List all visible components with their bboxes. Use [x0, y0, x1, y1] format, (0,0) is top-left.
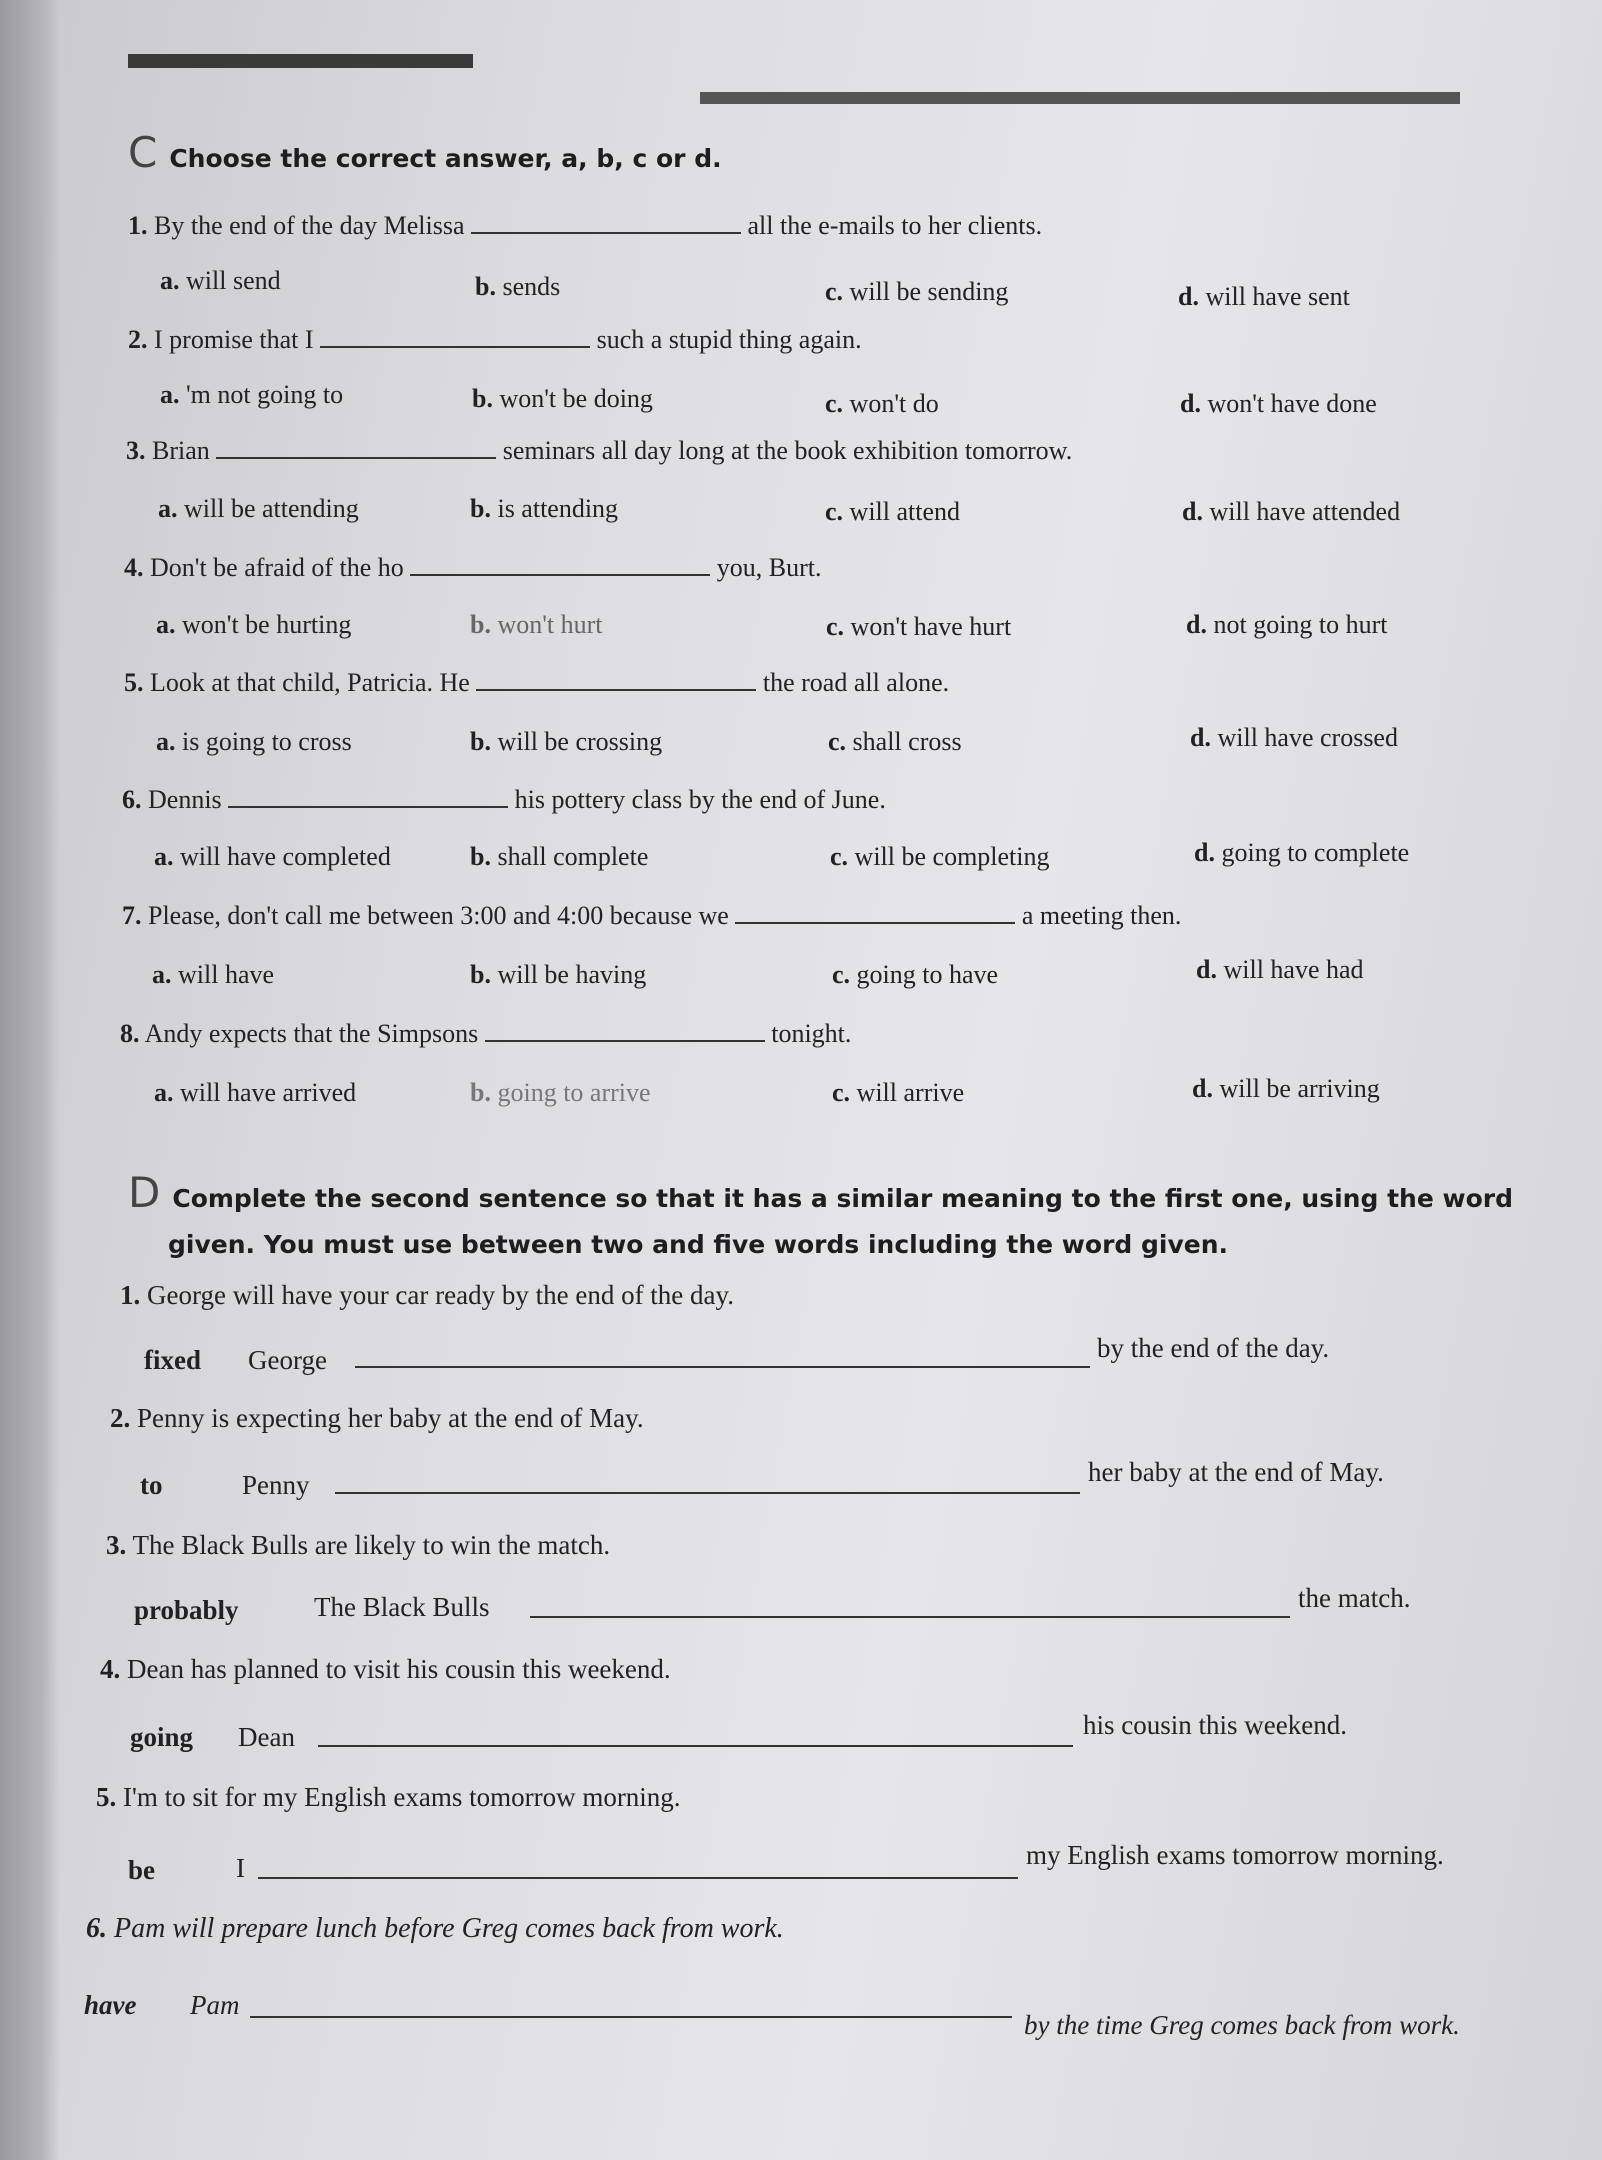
option-b[interactable]: b. won't hurt	[470, 610, 603, 639]
option-b[interactable]: b. is attending	[470, 494, 619, 523]
answer-blank[interactable]	[216, 435, 496, 459]
sentence-start: The Black Bulls	[314, 1592, 490, 1622]
header-bar-right	[700, 92, 1460, 104]
option-b[interactable]: b. going to arrive	[470, 1078, 651, 1107]
answer-line[interactable]	[250, 2016, 1012, 2018]
section-d-instruction-line2: given. You must use between two and five words including the word given.	[168, 1230, 1229, 1259]
transform-1-sentence: 1. George will have your car ready by the end of the day.	[120, 1280, 735, 1310]
transform-2-sentence: 2. Penny is expecting her baby at the end of May.	[110, 1403, 644, 1433]
option-b[interactable]: b. will be crossing	[470, 727, 663, 756]
option-d[interactable]: d. will have had	[1196, 955, 1364, 984]
answer-line[interactable]	[530, 1616, 1290, 1618]
section-d-instruction-line1: Complete the second sentence so that it has a similar meaning to the first one, using the word	[172, 1184, 1513, 1213]
option-a[interactable]: a. will have	[152, 960, 275, 989]
sentence-start: I	[236, 1853, 245, 1883]
section-c-letter: C	[128, 128, 158, 177]
option-a[interactable]: a. is going to cross	[156, 727, 352, 756]
sentence-end: her baby at the end of May.	[1088, 1457, 1384, 1487]
option-a[interactable]: a. 'm not going to	[160, 380, 344, 409]
option-d[interactable]: d. will have crossed	[1190, 723, 1398, 752]
question-5: 5. Look at that child, Patricia. He the road all alone.	[124, 668, 950, 697]
given-word: probably	[134, 1595, 239, 1625]
section-c-instruction: Choose the correct answer, a, b, c or d.	[169, 144, 722, 173]
section-d-heading	[128, 1170, 1513, 1268]
option-a[interactable]: a. will be attending	[158, 494, 359, 523]
sentence-end: his cousin this weekend.	[1083, 1710, 1347, 1740]
answer-blank[interactable]	[476, 667, 756, 691]
option-d[interactable]: d. not going to hurt	[1186, 610, 1388, 639]
option-d[interactable]: d. will be arriving	[1192, 1074, 1380, 1103]
option-c[interactable]: c. will be sending	[825, 277, 1009, 306]
transform-3-sentence: 3. The Black Bulls are likely to win the match.	[106, 1530, 611, 1560]
question-1: 1. By the end of the day Melissa all the e-mails to her clients.	[128, 211, 1043, 240]
question-8: 8. Andy expects that the Simpsons tonight.	[120, 1019, 852, 1048]
option-c[interactable]: c. going to have	[832, 960, 999, 989]
sentence-start: Penny	[242, 1470, 310, 1500]
section-c-heading	[128, 128, 722, 177]
option-d[interactable]: d. going to complete	[1194, 838, 1410, 867]
sentence-end: by the end of the day.	[1097, 1333, 1330, 1363]
option-d[interactable]: d. won't have done	[1180, 389, 1377, 418]
option-c[interactable]: c. will arrive	[832, 1078, 965, 1107]
option-b[interactable]: b. sends	[475, 272, 561, 301]
option-b[interactable]: b. won't be doing	[472, 384, 653, 413]
answer-blank[interactable]	[320, 324, 590, 348]
answer-line[interactable]	[335, 1492, 1080, 1494]
option-d[interactable]: d. will have sent	[1178, 282, 1350, 311]
sentence-end: my English exams tomorrow morning.	[1026, 1840, 1444, 1870]
sentence-start: Pam	[190, 1990, 240, 2020]
transform-6-sentence: 6. Pam will prepare lunch before Greg comes back from work.	[86, 1913, 784, 1944]
page-edge-shadow	[0, 0, 60, 2160]
answer-line[interactable]	[355, 1366, 1090, 1368]
header-bar-left	[128, 54, 473, 68]
answer-blank[interactable]	[410, 552, 710, 576]
option-c[interactable]: c. won't have hurt	[826, 612, 1012, 641]
option-a[interactable]: a. will have arrived	[154, 1078, 357, 1107]
option-c[interactable]: c. will be completing	[830, 842, 1050, 871]
section-d-letter: D	[128, 1168, 161, 1217]
option-a[interactable]: a. won't be hurting	[156, 610, 352, 639]
option-c[interactable]: c. won't do	[825, 389, 939, 418]
given-word: fixed	[144, 1345, 201, 1375]
given-word: be	[128, 1855, 155, 1885]
answer-blank[interactable]	[485, 1018, 765, 1042]
given-word: have	[84, 1990, 137, 2020]
question-4: 4. Don't be afraid of the ho you, Burt.	[124, 553, 822, 582]
sentence-start: George	[248, 1345, 327, 1375]
question-6: 6. Dennis his pottery class by the end of June.	[122, 785, 886, 814]
question-2: 2. I promise that I such a stupid thing again.	[128, 325, 862, 354]
answer-line[interactable]	[318, 1745, 1073, 1747]
option-b[interactable]: b. will be having	[470, 960, 647, 989]
option-c[interactable]: c. will attend	[825, 497, 961, 526]
answer-blank[interactable]	[471, 210, 741, 234]
option-a[interactable]: a. will send	[160, 266, 281, 295]
transform-5-sentence: 5. I'm to sit for my English exams tomorrow morning.	[96, 1782, 681, 1812]
sentence-start: Dean	[238, 1722, 295, 1752]
answer-line[interactable]	[258, 1877, 1018, 1879]
question-7: 7. Please, don't call me between 3:00 and 4:00 because we a meeting then.	[122, 901, 1182, 930]
transform-4-sentence: 4. Dean has planned to visit his cousin this weekend.	[100, 1654, 671, 1684]
option-c[interactable]: c. shall cross	[828, 727, 962, 756]
given-word: to	[140, 1470, 163, 1500]
given-word: going	[130, 1722, 194, 1752]
sentence-end: the match.	[1298, 1583, 1411, 1613]
option-b[interactable]: b. shall complete	[470, 842, 649, 871]
option-a[interactable]: a. will have completed	[154, 842, 391, 871]
answer-blank[interactable]	[735, 900, 1015, 924]
answer-blank[interactable]	[228, 784, 508, 808]
option-d[interactable]: d. will have attended	[1182, 497, 1401, 526]
sentence-end: by the time Greg comes back from work.	[1024, 2010, 1460, 2040]
question-3: 3. Brian seminars all day long at the book exhibition tomorrow.	[126, 436, 1073, 465]
